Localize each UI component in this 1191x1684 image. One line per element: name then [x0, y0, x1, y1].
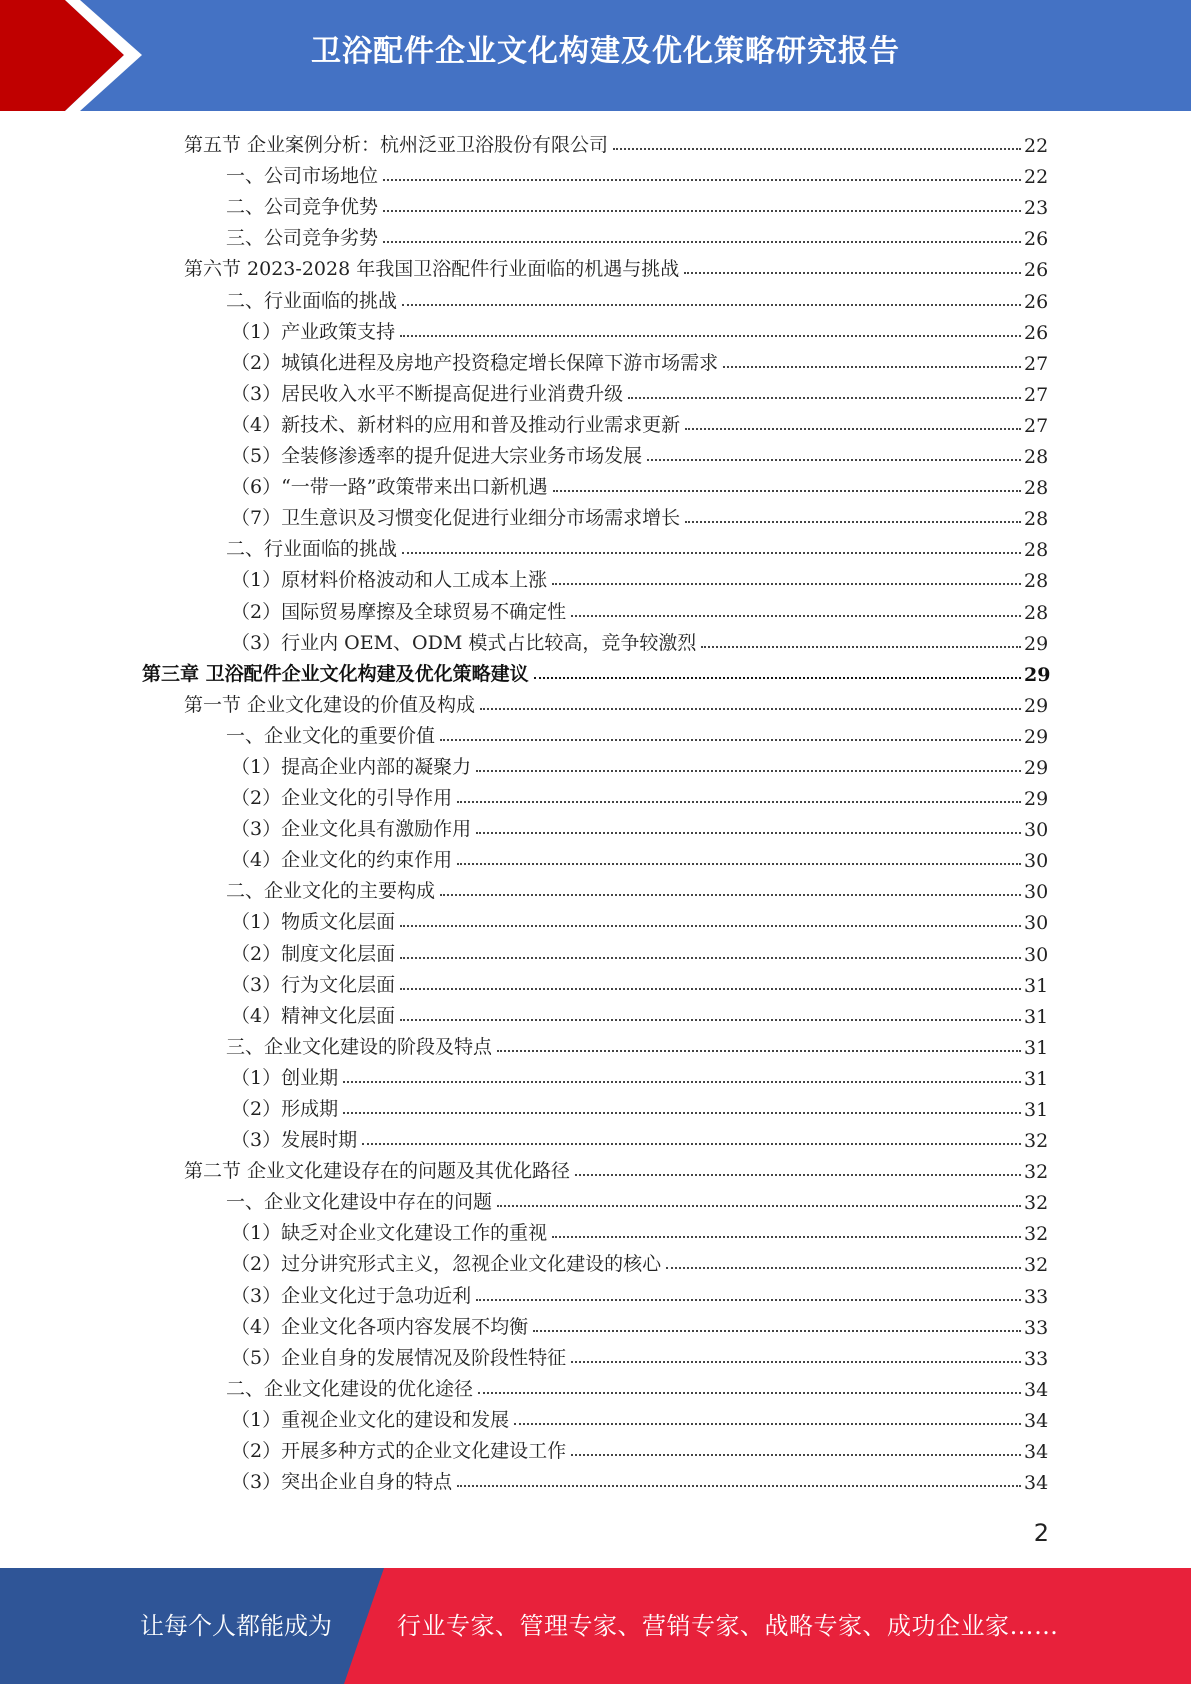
toc-entry[interactable] [0, 468, 1048, 499]
toc-dot-leader [685, 428, 1021, 430]
toc-entry[interactable] [0, 375, 1048, 406]
toc-entry-label: （4）企业文化的约束作用 [231, 849, 453, 872]
toc-dot-leader [476, 770, 1021, 772]
toc-entry[interactable] [0, 779, 1048, 810]
toc-dot-leader [402, 552, 1021, 554]
toc-entry-page: 30 [1024, 881, 1049, 904]
toc-entry-label: 二、企业文化建设的优化途径 [226, 1377, 474, 1400]
toc-entry[interactable] [0, 1121, 1048, 1152]
toc-entry[interactable] [0, 437, 1048, 468]
toc-entry-page: 29 [1024, 663, 1051, 686]
toc-dot-leader [478, 1392, 1021, 1394]
toc-dot-leader [457, 1485, 1021, 1487]
toc-entry[interactable] [0, 841, 1048, 872]
toc-entry[interactable] [0, 1183, 1048, 1214]
toc-entry[interactable] [0, 1276, 1048, 1307]
toc-entry-page: 27 [1024, 383, 1049, 406]
toc-entry[interactable] [0, 1059, 1048, 1090]
toc-chapter-entry[interactable] [0, 655, 1051, 686]
toc-dot-leader [533, 1330, 1021, 1332]
toc-entry[interactable] [0, 313, 1048, 344]
toc-dot-leader [400, 335, 1021, 337]
toc-entry[interactable] [0, 1028, 1048, 1059]
toc-entry-page: 22 [1024, 135, 1049, 158]
toc-entry-label: 一、企业文化建设中存在的问题 [226, 1191, 493, 1214]
toc-entry-label: 第二节 企业文化建设存在的问题及其优化路径 [184, 1160, 571, 1183]
toc-entry-label: （2）形成期 [231, 1098, 339, 1120]
toc-entry-label: 二、公司竞争优势 [226, 196, 379, 219]
toc-entry[interactable] [0, 281, 1048, 312]
toc-entry-page: 26 [1024, 228, 1049, 251]
toc-entry-label: （5）企业自身的发展情况及阶段性特征 [231, 1346, 567, 1369]
toc-dot-leader [613, 148, 1021, 150]
toc-entry-page: 26 [1024, 259, 1049, 282]
toc-entry-label: （2）开展多种方式的企业文化建设工作 [231, 1440, 567, 1463]
toc-dot-leader [666, 1267, 1021, 1269]
toc-entry-page: 31 [1024, 1067, 1049, 1090]
toc-entry-label: 二、行业面临的挑战 [226, 289, 398, 312]
toc-entry-page: 34 [1024, 1378, 1049, 1401]
toc-entry-label: （3）行业内 OEM、ODM 模式占比较高，竞争较激烈 [231, 631, 697, 654]
toc-dot-leader [534, 677, 1021, 679]
toc-dot-leader [647, 459, 1021, 461]
toc-entry-page: 29 [1024, 725, 1049, 748]
toc-entry[interactable] [0, 344, 1048, 375]
toc-entry-page: 30 [1024, 819, 1049, 842]
toc-entry-page: 29 [1024, 788, 1049, 811]
toc-entry-page: 31 [1024, 1036, 1049, 1059]
toc-entry[interactable] [0, 997, 1048, 1028]
toc-section-entry[interactable] [0, 686, 1048, 717]
toc-entry[interactable] [0, 1245, 1048, 1276]
toc-entry[interactable] [0, 1214, 1048, 1245]
toc-dot-leader [497, 1205, 1021, 1207]
toc-entry-label: （1）提高企业内部的凝聚力 [231, 755, 472, 778]
toc-entry[interactable] [0, 934, 1048, 965]
toc-entry[interactable] [0, 1339, 1048, 1370]
toc-section-entry[interactable] [0, 126, 1048, 157]
toc-dot-leader [552, 1236, 1021, 1238]
toc-entry-label: （3）企业文化过于急功近利 [231, 1284, 472, 1307]
toc-dot-leader [571, 615, 1021, 617]
toc-section-entry[interactable] [0, 1152, 1048, 1183]
toc-dot-leader [514, 1423, 1021, 1425]
toc-entry-label: （7）卫生意识及习惯变化促进行业细分市场需求增长 [231, 507, 681, 530]
toc-entry-page: 32 [1024, 1223, 1049, 1246]
toc-dot-leader [343, 1112, 1021, 1114]
toc-entry-page: 30 [1024, 943, 1049, 966]
toc-dot-leader [723, 366, 1021, 368]
page-footer [0, 1568, 1191, 1684]
toc-entry-page: 33 [1024, 1316, 1049, 1339]
toc-dot-leader [457, 863, 1021, 865]
toc-dot-leader [701, 646, 1021, 648]
toc-entry-label: 第六节 2023-2028 年我国卫浴配件行业面临的机遇与挑战 [184, 258, 680, 281]
toc-section-entry[interactable] [0, 250, 1048, 281]
toc-entry-page: 29 [1024, 756, 1049, 779]
toc-entry-label: （3）行为文化层面 [231, 973, 396, 996]
toc-entry-label: （3）企业文化具有激励作用 [231, 818, 472, 841]
toc-entry[interactable] [0, 717, 1048, 748]
toc-dot-leader [383, 241, 1021, 243]
toc-entry[interactable] [0, 219, 1048, 250]
toc-entry[interactable] [0, 592, 1048, 623]
toc-entry-page: 30 [1024, 850, 1049, 873]
toc-dot-leader [571, 1361, 1021, 1363]
toc-dot-leader [497, 1050, 1021, 1052]
toc-dot-leader [480, 708, 1021, 710]
toc-entry[interactable] [0, 810, 1048, 841]
toc-dot-leader [440, 894, 1021, 896]
toc-dot-leader [383, 210, 1021, 212]
toc-dot-leader [440, 739, 1021, 741]
toc-entry-page: 32 [1024, 1192, 1049, 1215]
toc-entry-label: （3）突出企业自身的特点 [231, 1471, 453, 1494]
toc-entry-page: 32 [1024, 1130, 1049, 1153]
toc-entry-page: 29 [1024, 632, 1049, 655]
toc-dot-leader [400, 988, 1021, 990]
toc-entry-page: 30 [1024, 912, 1049, 935]
toc-entry-page: 34 [1024, 1409, 1049, 1432]
toc-entry-page: 28 [1024, 539, 1049, 562]
toc-entry[interactable] [0, 157, 1048, 188]
toc-entry-page: 31 [1024, 1099, 1049, 1121]
toc-entry-label: （2）国际贸易摩擦及全球贸易不确定性 [231, 600, 567, 623]
toc-entry[interactable] [0, 561, 1048, 592]
toc-dot-leader [684, 272, 1021, 274]
toc-entry-page: 28 [1024, 446, 1049, 469]
toc-entry-page: 27 [1024, 414, 1049, 437]
toc-dot-leader [628, 397, 1021, 399]
toc-dot-leader [362, 1143, 1021, 1145]
page-header [0, 0, 1191, 111]
toc-entry-label: （3）发展时期 [231, 1129, 358, 1152]
toc-dot-leader [343, 1081, 1021, 1083]
toc-entry[interactable] [0, 1401, 1048, 1432]
toc-entry-page: 26 [1024, 290, 1049, 313]
report-title: 卫浴配件企业文化构建及优化策略研究报告 [311, 34, 900, 69]
toc-entry-label: （4）新技术、新材料的应用和普及推动行业需求更新 [231, 413, 681, 436]
toc-entry-page: 33 [1024, 1285, 1049, 1308]
toc-entry-label: 一、公司市场地位 [226, 165, 379, 188]
toc-dot-leader [553, 490, 1021, 492]
toc-entry-label: 二、行业面临的挑战 [226, 538, 398, 561]
toc-entry[interactable] [0, 1090, 1048, 1121]
toc-entry-label: 第五节 企业案例分析：杭州泛亚卫浴股份有限公司 [184, 134, 609, 157]
toc-entry-page: 32 [1024, 1254, 1049, 1277]
toc-dot-leader [402, 304, 1021, 306]
footer-slogan-left: 让每个人都能成为 [140, 1612, 332, 1640]
toc-entry[interactable] [0, 1370, 1048, 1401]
toc-entry-page: 34 [1024, 1441, 1049, 1464]
toc-entry-label: （1）产业政策支持 [231, 320, 396, 343]
toc-entry-page: 31 [1024, 974, 1049, 997]
toc-entry-page: 28 [1024, 477, 1049, 500]
toc-dot-leader [476, 832, 1021, 834]
toc-entry-label: 三、公司竞争劣势 [226, 227, 379, 250]
toc-entry-label: 第三章 卫浴配件企业文化构建及优化策略建议 [142, 662, 529, 685]
toc-dot-leader [400, 957, 1021, 959]
toc-entry[interactable] [0, 966, 1048, 997]
toc-entry-label: （2）过分讲究形式主义，忽视企业文化建设的核心 [231, 1253, 662, 1276]
toc-dot-leader [383, 179, 1021, 181]
toc-dot-leader [400, 1019, 1021, 1021]
footer-slogan-right: 行业专家、管理专家、营销专家、战略专家、成功企业家…… [397, 1612, 1059, 1640]
toc-entry-label: 一、企业文化的重要价值 [226, 724, 436, 747]
toc-entry-page: 27 [1024, 352, 1049, 375]
toc-dot-leader [575, 1174, 1021, 1176]
toc-dot-leader [476, 1299, 1021, 1301]
toc-entry[interactable] [0, 872, 1048, 903]
toc-entry-page: 28 [1024, 508, 1049, 531]
toc-entry-label: 三、企业文化建设的阶段及特点 [226, 1035, 493, 1058]
page-number: 2 [1033, 1519, 1049, 1547]
toc-entry-label: （4）精神文化层面 [231, 1004, 396, 1027]
toc-entry-page: 33 [1024, 1347, 1049, 1370]
toc-dot-leader [400, 925, 1021, 927]
toc-entry-label: （5）全装修渗透率的提升促进大宗业务市场发展 [231, 445, 643, 468]
toc-entry-label: （1）缺乏对企业文化建设工作的重视 [231, 1222, 548, 1245]
toc-entry-label: （2）城镇化进程及房地产投资稳定增长保障下游市场需求 [231, 351, 719, 374]
toc-entry-label: 二、企业文化的主要构成 [226, 880, 436, 903]
toc-dot-leader [571, 1454, 1021, 1456]
toc-dot-leader [457, 801, 1021, 803]
toc-entry-page: 23 [1024, 197, 1049, 220]
toc-entry-label: （4）企业文化各项内容发展不均衡 [231, 1315, 529, 1338]
toc-entry-page: 22 [1024, 166, 1049, 189]
toc-entry-label: （1）创业期 [231, 1066, 339, 1089]
toc-entry-label: （6）“一带一路”政策带来出口新机遇 [231, 476, 548, 499]
table-of-contents [0, 126, 1191, 1494]
toc-entry[interactable] [0, 748, 1048, 779]
toc-entry-label: （3）居民收入水平不断提高促进行业消费升级 [231, 382, 624, 405]
toc-entry-label: （2）制度文化层面 [231, 942, 396, 965]
toc-entry-page: 32 [1024, 1161, 1049, 1184]
toc-dot-leader [685, 521, 1021, 523]
toc-entry[interactable] [0, 530, 1048, 561]
toc-entry[interactable] [0, 624, 1048, 655]
toc-entry[interactable] [0, 499, 1048, 530]
toc-entry-page: 29 [1024, 694, 1049, 717]
toc-entry-page: 28 [1024, 601, 1049, 624]
toc-entry[interactable] [0, 406, 1048, 437]
toc-entry-label: （2）企业文化的引导作用 [231, 787, 453, 810]
toc-entry-label: （1）物质文化层面 [231, 911, 396, 934]
toc-entry[interactable] [0, 1463, 1048, 1494]
toc-entry-label: 第一节 企业文化建设的价值及构成 [184, 693, 476, 716]
toc-entry[interactable] [0, 188, 1048, 219]
toc-entry-page: 26 [1024, 321, 1049, 344]
toc-entry-page: 28 [1024, 570, 1049, 593]
toc-entry[interactable] [0, 1432, 1048, 1463]
toc-entry-page: 34 [1024, 1472, 1049, 1495]
toc-dot-leader [552, 583, 1021, 585]
toc-entry-label: （1）重视企业文化的建设和发展 [231, 1408, 510, 1431]
toc-entry-page: 31 [1024, 1005, 1049, 1028]
toc-entry[interactable] [0, 903, 1048, 934]
toc-entry-label: （1）原材料价格波动和人工成本上涨 [231, 569, 548, 592]
toc-entry[interactable] [0, 1308, 1048, 1339]
